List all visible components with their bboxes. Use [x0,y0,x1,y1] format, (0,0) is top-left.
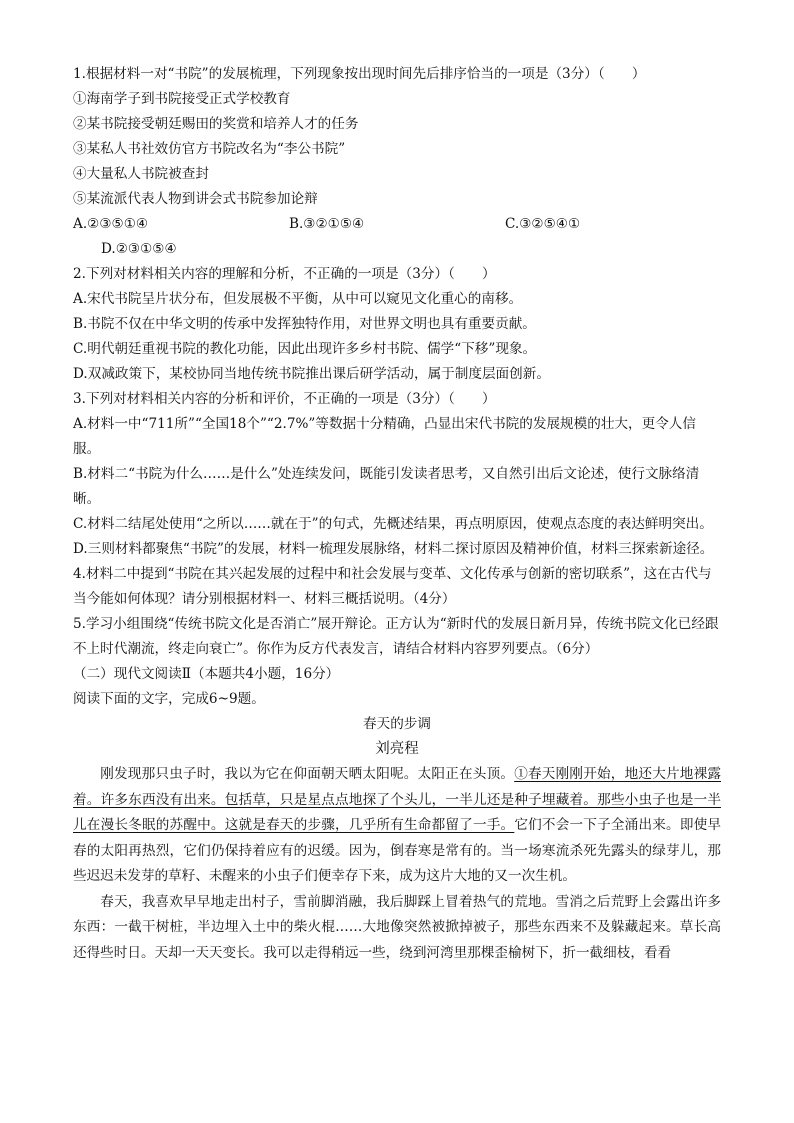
q1-option-a: A.②③⑤①④ [73,216,149,232]
article-paragraph-2: 春天，我喜欢早早地走出村子，雪前脚消融，我后脚踩上冒着热气的荒地。雪消之后荒野上会露出许多东西：一截干树桩，半边埋入土中的柴火棍……大地像突然被掀掉被子，那些东西来不及躲藏起来。草长高还得些时日。天却一天天变长。我可以走得稍远一些，绕到河湾里那棵歪榆树下，折一截细枝，看看 [73,893,721,961]
q3-option-b: B.材料二“书院为什么……是什么”处连续发问，既能引发读者思考，又自然引出后文论述，使行文脉络清晰。 [73,466,700,507]
q1-item: ④大量私人书院被查封 [73,166,209,182]
article-title: 春天的步调 [363,716,431,732]
q1-options-row [73,212,721,237]
article-author: 刘亮程 [375,741,419,757]
q1-item: ①海南学子到书院接受正式学校教育 [73,91,291,107]
q5-stem: 5.学习小组围绕“传统书院文化是否消亡”展开辩论。正方认为“新时代的发展日新月异，传统书院文化已经跟不上时代潮流，终走向衰亡”。你作为反方代表发言，请结合材料内容罗列要点。（6分） [73,616,719,657]
article-paragraph-1 [73,762,721,890]
q2-stem: 2.下列对材料相关内容的理解和分析，不正确的一项是（3分）（ ） [73,266,496,282]
q3-option-a: A.材料一中“711所”“全国18个”“2.7%”等数据十分精确，凸显出宋代书院的发展规模的壮大，更令人信服。 [73,416,696,457]
underlined-sentence-1: ①春天刚刚开始，地还大片地裸露着。许多东西没有出来。包括草，只是星点点地探了个头儿，一半儿还是种子埋藏着。那些小虫子也是一半儿在漫长冬眠的苏醒中。这就是春天的步骤，几乎所有生命都留了一手。 [73,766,722,833]
q1-stem: 1.根据材料一对“书院”的发展梳理，下列现象按出现时间先后排序恰当的一项是（3分）（ ） [73,66,646,82]
q2-option-c: C.明代朝廷重视书院的教化功能，因此出现许多乡村书院、儒学“下移”现象。 [73,341,537,357]
q2-option-d: D.双减政策下，某校协同当地传统书院推出课后研学活动，属于制度层面创新。 [73,366,550,382]
section-instruction: 阅读下面的文字，完成6~9题。 [73,691,265,707]
q2-option-a: A.宋代书院呈片状分布，但发展极不平衡，从中可以窥见文化重心的南移。 [73,291,523,307]
paragraph-text: 刚发现那只虫子时，我以为它在仰面朝天晒太阳呢。太阳正在头顶。 [100,766,515,782]
q3-option-c: C.材料二结尾处使用“之所以……就在于”的句式，先概述结果，再点明原因，使观点态度的表达鲜明突出。 [73,516,713,532]
q2-option-b: B.书院不仅在中华文明的传承中发挥独特作用，对世界文明也具有重要贡献。 [73,316,536,332]
q1-item: ③某私人书社效仿官方书院改名为“李公书院” [73,141,346,157]
q4-stem: 4.材料二中提到“书院在其兴起发展的过程中和社会发展与变革、文化传承与创新的密切联系”，这在古代与当今能如何体现？请分别根据材料一、材料三概括说明。（4分） [73,566,712,607]
section-heading: （二）现代文阅读Ⅱ（本题共4小题，16分） [73,666,340,682]
paragraph-text: 它们不会一下子全涌出来。即使早春的太阳再热烈，它们仍保持着应有的迟缓。因为，倒春寒是常有的。当一场寒流杀死先露头的绿芽儿，那些迟迟未发芽的草籽、未醒来的小虫子们便幸存下来，成为这片大地的又一次生机。 [73,817,722,884]
exam-page [73,62,721,966]
q1-option-c: C.③②⑤④① [505,216,581,232]
q1-item: ⑤某流派代表人物到讲会式书院参加论辩 [73,191,318,207]
q1-option-d: D.②③①⑤④ [101,241,177,257]
q3-stem: 3.下列对材料相关内容的分析和评价，不正确的一项是（3分）（ ） [73,391,496,407]
q1-option-b: B.③②①⑤④ [289,216,365,232]
q3-option-d: D.三则材料都聚焦“书院”的发展，材料一梳理发展脉络，材料二探讨原因及精神价值，材料三探索新途径。 [73,541,714,557]
q1-item: ②某书院接受朝廷赐田的奖赏和培养人才的任务 [73,116,359,132]
